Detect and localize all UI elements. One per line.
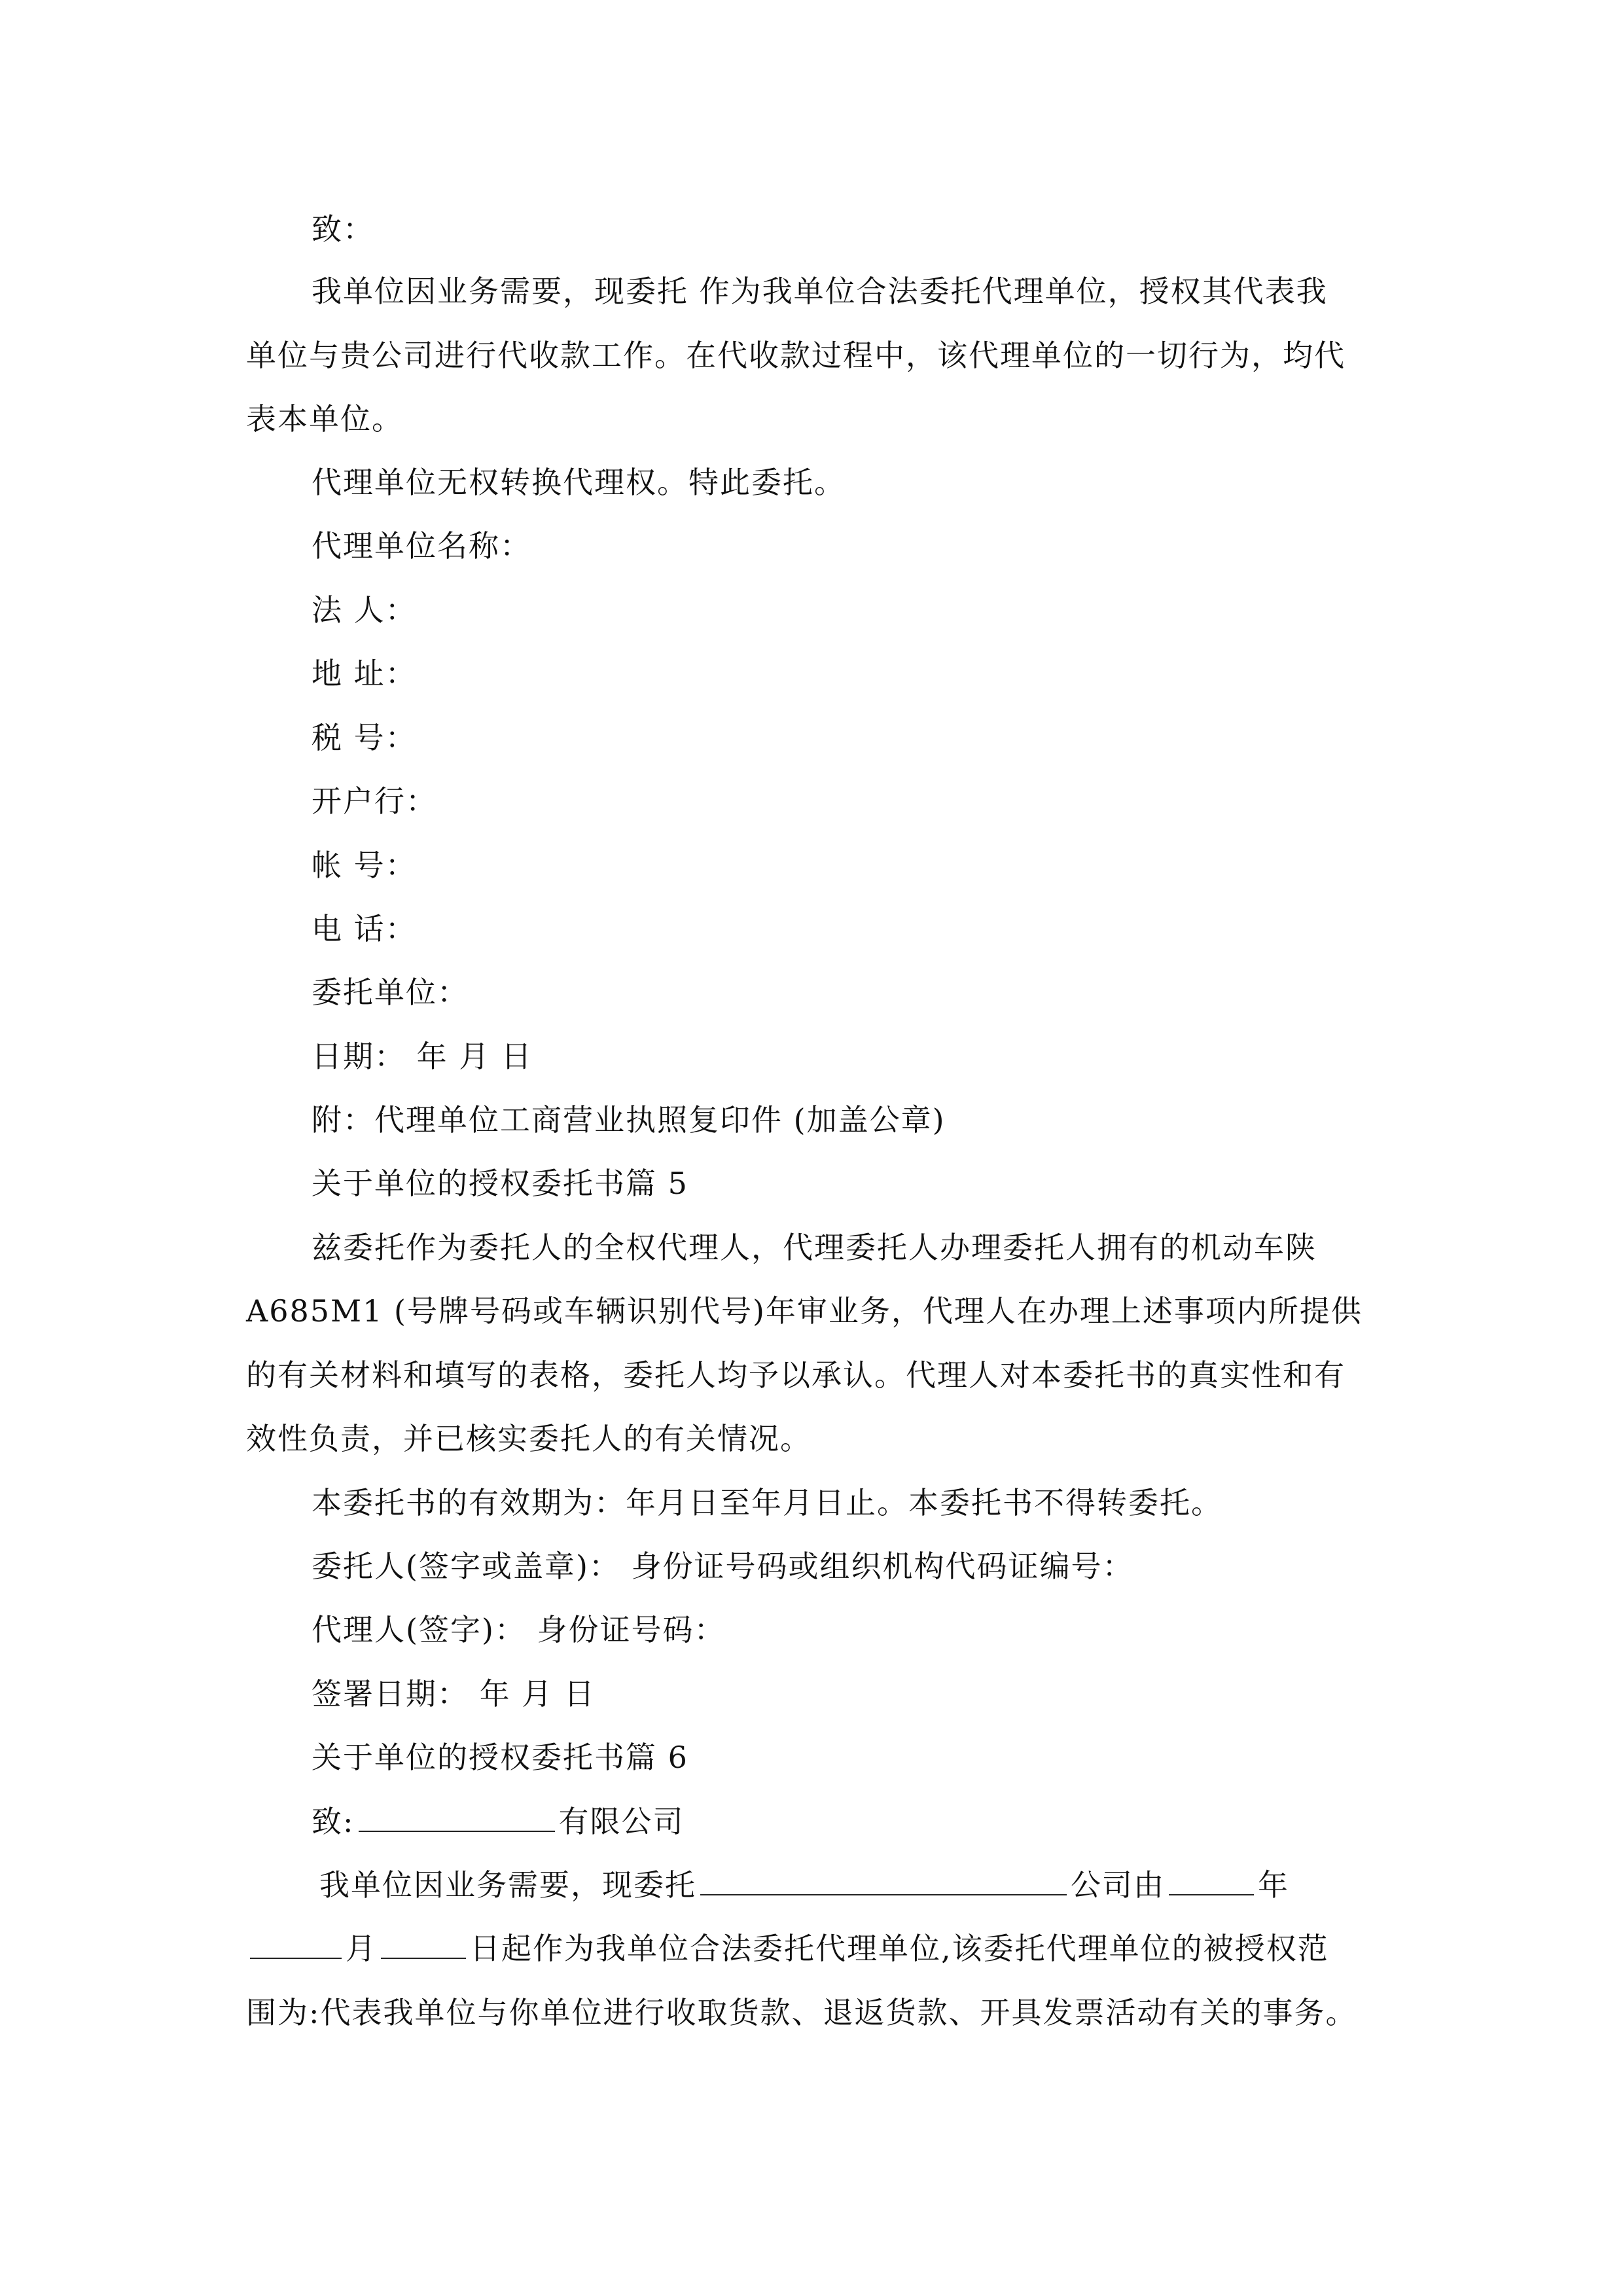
form-field-bank: 开户行： [312,783,437,819]
form-field-date: 日期： 年 月 日 [312,1039,533,1074]
blank-day [381,1924,466,1959]
form-field-phone: 电 话： [312,911,417,946]
final-paragraph-line [246,1922,1329,1975]
final-para-part3: 年 [1258,1867,1289,1903]
paragraph-line: A685M1 (号牌号码或车辆识别代号)年审业务，代理人在办理上述事项内所提供 [246,1293,1363,1329]
paragraph-line: 单位与贵公司进行代收款工作。在代收款过程中，该代理单位的一切行为，均代 [246,338,1346,373]
final-para-part1: 我单位因业务需要，现委托 [319,1867,696,1903]
form-field-account: 帐 号： [312,848,417,883]
paragraph-line: 表本单位。 [246,401,403,437]
blank-company-name [359,1797,555,1832]
salutation: 致： [312,211,374,247]
paragraph-line: 我单位因业务需要，现委托 作为我单位合法委托代理单位，授权其代表我 [312,274,1328,309]
blank-year [1169,1860,1254,1895]
signature-line-principal: 委托人(签字或盖章)： 身份证号码或组织机构代码证编号： [312,1549,1134,1584]
paragraph-line: 的有关材料和填写的表格，委托人均予以承认。代理人对本委托书的真实性和有 [246,1357,1346,1393]
paragraph-line: 效性负责，并已核实委托人的有关情况。 [246,1421,812,1456]
final-para-part4: 月 [346,1931,377,1966]
form-field-legal-person: 法 人： [312,592,417,628]
form-field-agent-name: 代理单位名称： [312,528,531,564]
section-heading: 关于单位的授权委托书篇 6 [312,1740,688,1775]
final-paragraph-line: 围为:代表我单位与你单位进行收取货款、退返货款、开具发票活动有关的事务。 [246,1995,1357,2030]
to-company-suffix: 有限公司 [558,1804,685,1839]
paragraph-line: 兹委托作为委托人的全权代理人，代理委托人办理委托人拥有的机动车陕 [312,1230,1317,1265]
to-company-prefix: 致: [312,1804,355,1839]
final-paragraph-line [319,1859,1289,1911]
attachment-note: 附：代理单位工商营业执照复印件 (加盖公章) [312,1102,946,1138]
final-para-part5: 日起作为我单位合法委托代理单位,该委托代理单位的被授权范 [470,1931,1329,1966]
signature-date: 签署日期： 年 月 日 [312,1676,596,1712]
signature-line-agent: 代理人(签字)： 身份证号码： [312,1612,726,1647]
section-heading: 关于单位的授权委托书篇 5 [312,1166,688,1201]
form-field-address: 地 址： [312,656,417,691]
form-field-principal: 委托单位： [312,975,469,1010]
paragraph-line: 本委托书的有效期为：年月日至年月日止。本委托书不得转委托。 [312,1485,1222,1520]
paragraph-line: 代理单位无权转换代理权。特此委托。 [312,465,846,500]
final-para-part2: 公司由 [1071,1867,1165,1903]
blank-agent-company [700,1860,1067,1895]
form-field-tax-number: 税 号： [312,720,417,755]
to-company-line [312,1795,685,1848]
blank-month [250,1924,342,1959]
